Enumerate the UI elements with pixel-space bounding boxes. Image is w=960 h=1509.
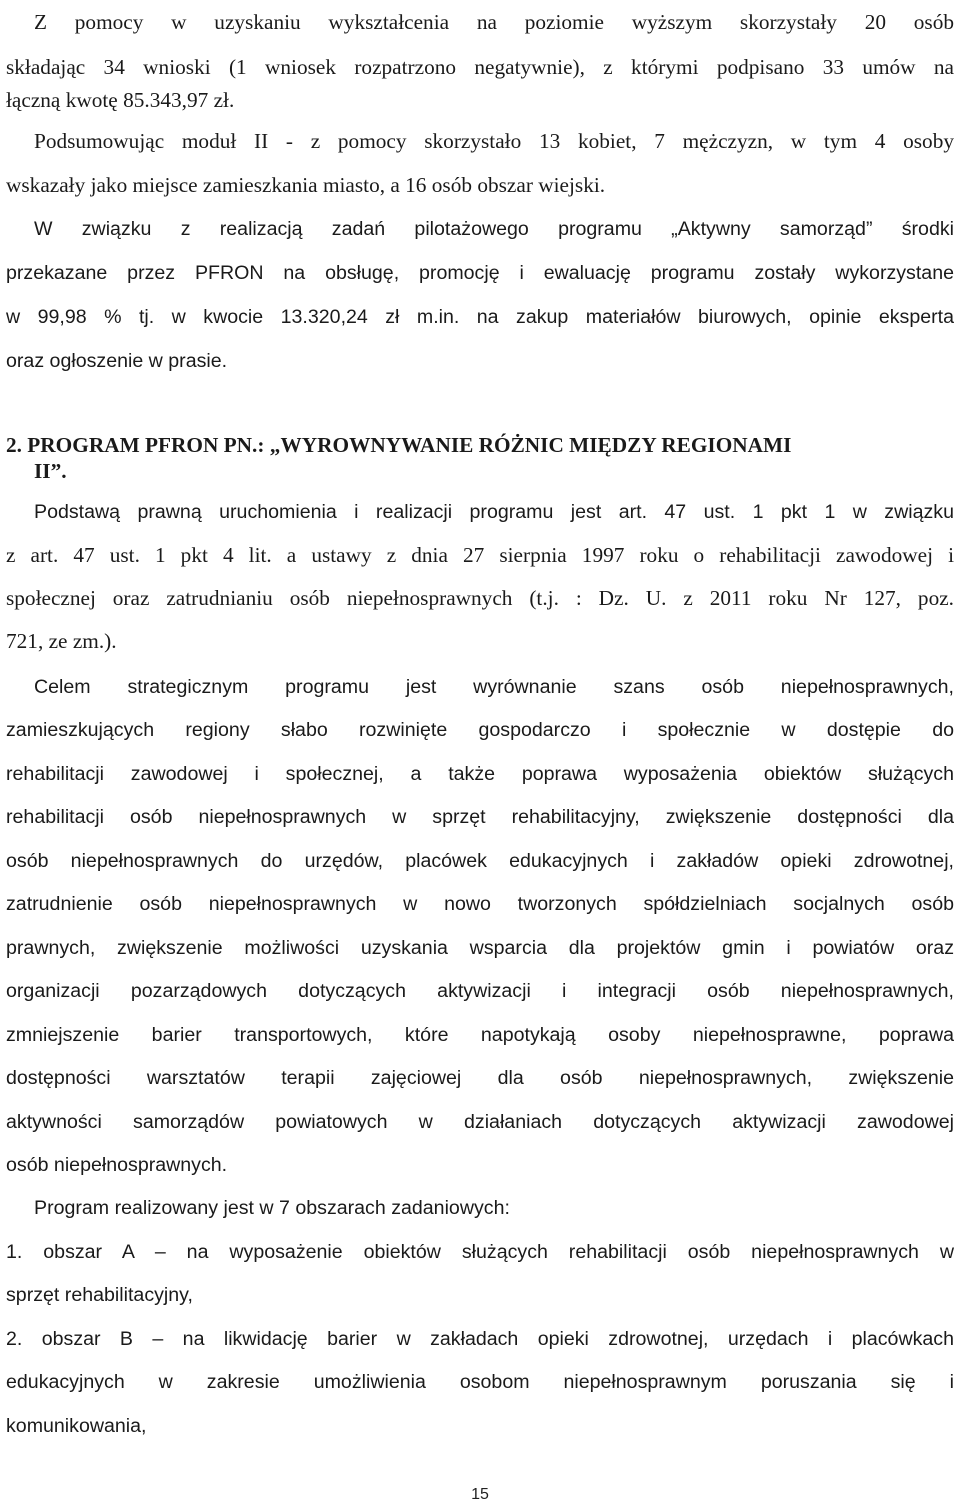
- text-line: wskazały jako miejsce zamieszkania miasto, a 16 osób obszar wiejski.: [6, 173, 606, 197]
- section-heading: [6, 432, 954, 484]
- text-line: z art. 47 ust. 1 pkt 4 lit. a ustawy z dnia 27 sierpnia 1997 roku o rehabilitacji zawodowej i: [6, 543, 954, 567]
- list-item: [6, 1230, 954, 1317]
- text-line: edukacyjnych w zakresie umożliwienia osobom niepełnosprawnym poruszania się i: [6, 1371, 954, 1393]
- text-line: Podsumowując moduł II - z pomocy skorzystało 13 kobiet, 7 mężczyzn, w tym 4 osoby: [34, 129, 954, 153]
- text-line: 1. obszar A – na wyposażenie obiektów służących rehabilitacji osób niepełnosprawnych w: [6, 1241, 954, 1263]
- text-line: społecznej oraz zatrudnianiu osób niepełnosprawnych (t.j. : Dz. U. z 2011 roku Nr 127, poz.: [6, 586, 954, 610]
- text-line: rehabilitacji zawodowej i społecznej, a także poprawa wyposażenia obiektów służących: [6, 763, 954, 785]
- text-line: aktywności samorządów powiatowych w działaniach dotyczących aktywizacji zawodowej: [6, 1111, 954, 1133]
- heading-line: II”.: [34, 459, 67, 483]
- text-line: 2. obszar B – na likwidację barier w zakładach opieki zdrowotnej, urzędach i placówkach: [6, 1328, 954, 1350]
- text-line: Podstawą prawną uruchomienia i realizacji programu jest art. 47 ust. 1 pkt 1 w związku: [34, 501, 954, 523]
- text-line: komunikowania,: [6, 1415, 147, 1437]
- text-line: osób niepełnosprawnych.: [6, 1154, 228, 1176]
- text-line: zmniejszenie barier transportowych, które napotykają osoby niepełnosprawne, poprawa: [6, 1024, 954, 1046]
- heading-line: 2. PROGRAM PFRON PN.: „WYROWNYWANIE RÓŻNIC MIĘDZY REGIONAMI: [6, 433, 792, 457]
- text-line: sprzęt rehabilitacyjny,: [6, 1284, 193, 1306]
- text-line: dostępności warsztatów terapii zajęciowej dla osób niepełnosprawnych, zwiększenie: [6, 1067, 954, 1089]
- text-line: osób niepełnosprawnych do urzędów, placówek edukacyjnych i zakładów opieki zdrowotnej,: [6, 850, 954, 872]
- paragraph-strategic-goal: [6, 665, 954, 1187]
- text-line: prawnych, zwiększenie możliwości uzyskania wsparcia dla projektów gmin i powiatów oraz: [6, 937, 954, 959]
- text-line: Program realizowany jest w 7 obszarach zadaniowych:: [34, 1197, 510, 1219]
- text-line: organizacji pozarządowych dotyczących aktywizacji i integracji osób niepełnosprawnych,: [6, 980, 954, 1002]
- text-line: Z pomocy w uzyskaniu wykształcenia na poziomie wyższym skorzystały 20 osób: [34, 10, 954, 34]
- areas-list: [6, 1230, 954, 1448]
- paragraph-legal-basis: [6, 490, 954, 534]
- paragraph-module-two-summary: [6, 119, 954, 207]
- text-line: rehabilitacji osób niepełnosprawnych w sprzęt rehabilitacyjny, zwiększenie dostępności dla: [6, 806, 954, 828]
- text-line: zatrudnienie osób niepełnosprawnych w nowo tworzonych spółdzielniach socjalnych osób: [6, 893, 954, 915]
- text-line: łączną kwotę 85.343,97 zł.: [6, 88, 235, 112]
- list-item: [6, 1317, 954, 1448]
- text-line: Celem strategicznym programu jest wyrównanie szans osób niepełnosprawnych,: [34, 676, 954, 698]
- text-line: 721, ze zm.).: [6, 629, 117, 653]
- paragraph-areas-intro: [6, 1186, 954, 1230]
- text-line: zamieszkujących regiony słabo rozwinięte gospodarczo i społecznie w dostępie do: [6, 719, 954, 741]
- paragraph-legal-basis-continued: [6, 534, 954, 663]
- paragraph-active-self-government-funds: [6, 207, 954, 383]
- text-line: przekazane przez PFRON na obsługę, promocję i ewaluację programu zostały wykorzystane: [6, 262, 954, 284]
- text-line: W związku z realizacją zadań pilotażowego programu „Aktywny samorząd” środki: [34, 218, 954, 240]
- paragraph-higher-education-summary: [6, 0, 954, 111]
- text-line: składając 34 wnioski (1 wniosek rozpatrzono negatywnie), z którymi podpisano 33 umów na: [6, 55, 954, 79]
- text-line: oraz ogłoszenie w prasie.: [6, 350, 228, 372]
- page-number: 15: [471, 1486, 489, 1503]
- text-line: w 99,98 % tj. w kwocie 13.320,24 zł m.in. na zakup materiałów biurowych, opinie eksperta: [6, 306, 954, 328]
